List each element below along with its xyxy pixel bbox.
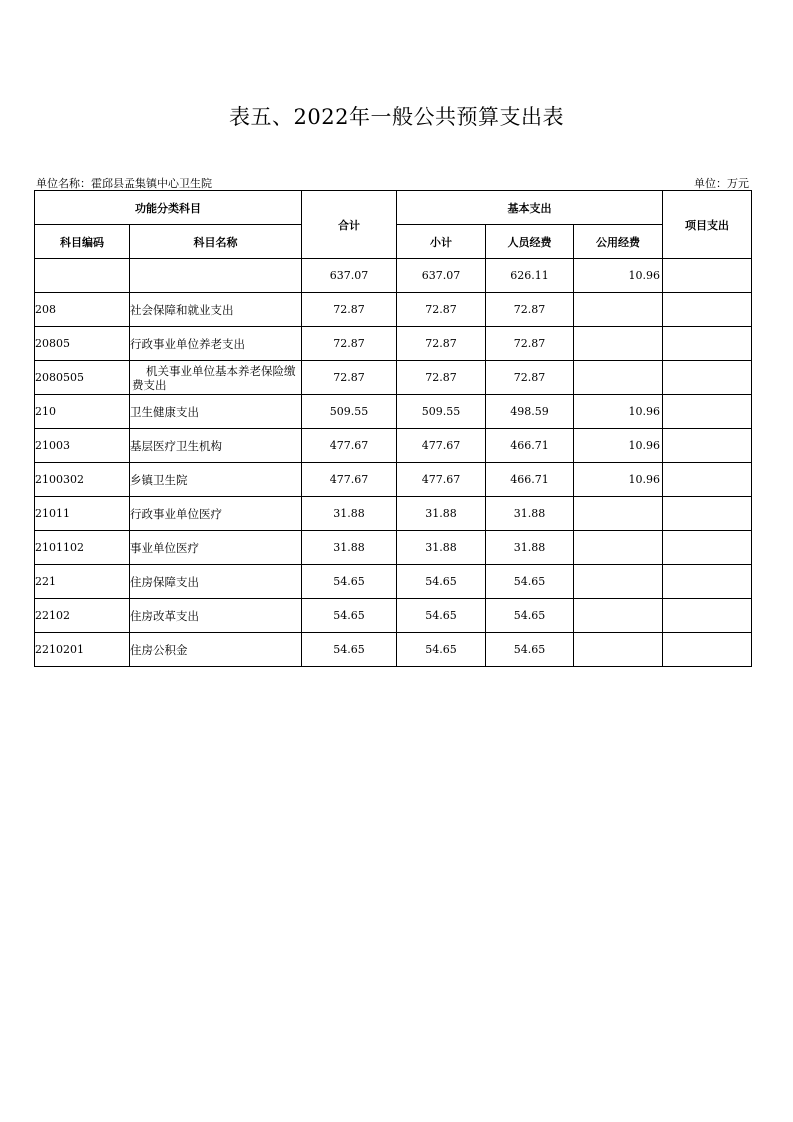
cell-public [574,599,663,633]
cell-subtotal: 72.87 [397,361,486,395]
cell-name [130,361,302,395]
cell-name [130,259,302,293]
cell-code: 221 [35,565,130,599]
cell-name: 事业单位医疗 [130,531,302,565]
cell-subtotal: 54.65 [397,633,486,667]
cell-personnel: 72.87 [486,361,574,395]
cell-project [663,531,752,565]
cell-name-text: 机关事业单位基本养老保险缴费支出 [132,363,296,392]
unit-measure-label: 单位：万元 [694,177,749,190]
budget-table [34,190,752,667]
cell-public [574,497,663,531]
cell-code: 210 [35,395,130,429]
table-row [35,497,752,531]
table-row [35,395,752,429]
cell-total: 54.65 [302,633,397,667]
table-row [35,531,752,565]
table-row [35,293,752,327]
cell-project [663,293,752,327]
cell-project [663,361,752,395]
cell-code: 22102 [35,599,130,633]
unit-name-label: 单位名称：霍邱县孟集镇中心卫生院 [36,177,212,190]
cell-personnel: 31.88 [486,531,574,565]
header-project: 项目支出 [663,191,752,259]
cell-subtotal: 509.55 [397,395,486,429]
cell-personnel: 54.65 [486,599,574,633]
cell-total: 637.07 [302,259,397,293]
cell-subtotal: 637.07 [397,259,486,293]
cell-subtotal: 477.67 [397,463,486,497]
cell-total: 477.67 [302,429,397,463]
cell-public [574,531,663,565]
table-row [35,429,752,463]
cell-public [574,361,663,395]
cell-total: 72.87 [302,361,397,395]
cell-public: 10.96 [574,429,663,463]
header-basic: 基本支出 [397,191,663,225]
header-public: 公用经费 [574,225,663,259]
cell-project [663,327,752,361]
cell-personnel: 626.11 [486,259,574,293]
cell-name: 社会保障和就业支出 [130,293,302,327]
cell-total: 54.65 [302,565,397,599]
page-title: 表五、2022年一般公共预算支出表 [229,105,564,129]
cell-name: 住房保障支出 [130,565,302,599]
cell-code: 2210201 [35,633,130,667]
cell-subtotal: 31.88 [397,531,486,565]
cell-code: 20805 [35,327,130,361]
cell-code: 208 [35,293,130,327]
cell-personnel: 31.88 [486,497,574,531]
table-row [35,463,752,497]
cell-total: 72.87 [302,293,397,327]
cell-personnel: 54.65 [486,565,574,599]
cell-name: 基层医疗卫生机构 [130,429,302,463]
cell-public [574,633,663,667]
cell-code: 2101102 [35,531,130,565]
cell-project [663,497,752,531]
table-row [35,327,752,361]
cell-code [35,259,130,293]
cell-subtotal: 54.65 [397,599,486,633]
header-subtotal: 小计 [397,225,486,259]
cell-personnel: 498.59 [486,395,574,429]
cell-total: 31.88 [302,497,397,531]
cell-subtotal: 477.67 [397,429,486,463]
header-functional-class: 功能分类科目 [35,191,302,225]
cell-personnel: 466.71 [486,429,574,463]
cell-personnel: 466.71 [486,463,574,497]
cell-subtotal: 72.87 [397,293,486,327]
header-personnel: 人员经费 [486,225,574,259]
table-row [35,599,752,633]
cell-public [574,327,663,361]
cell-project [663,633,752,667]
cell-code: 2100302 [35,463,130,497]
cell-personnel: 72.87 [486,327,574,361]
cell-total: 31.88 [302,531,397,565]
cell-project [663,395,752,429]
table-body [35,259,752,667]
cell-public [574,565,663,599]
cell-code: 2080505 [35,361,130,395]
cell-project [663,599,752,633]
cell-project [663,565,752,599]
cell-name: 行政事业单位养老支出 [130,327,302,361]
cell-name: 住房公积金 [130,633,302,667]
cell-code: 21011 [35,497,130,531]
cell-project [663,259,752,293]
cell-total: 72.87 [302,327,397,361]
cell-subtotal: 31.88 [397,497,486,531]
cell-name: 住房改革支出 [130,599,302,633]
header-name: 科目名称 [130,225,302,259]
cell-public: 10.96 [574,463,663,497]
cell-total: 509.55 [302,395,397,429]
header-code: 科目编码 [35,225,130,259]
cell-project [663,463,752,497]
cell-public: 10.96 [574,395,663,429]
table-row [35,565,752,599]
cell-project [663,429,752,463]
cell-personnel: 54.65 [486,633,574,667]
cell-total: 477.67 [302,463,397,497]
cell-total: 54.65 [302,599,397,633]
cell-subtotal: 54.65 [397,565,486,599]
table-row [35,361,752,395]
cell-code: 21003 [35,429,130,463]
header-total: 合计 [302,191,397,259]
table-row [35,633,752,667]
cell-personnel: 72.87 [486,293,574,327]
table-row [35,259,752,293]
cell-name: 乡镇卫生院 [130,463,302,497]
cell-public [574,293,663,327]
cell-subtotal: 72.87 [397,327,486,361]
cell-name: 行政事业单位医疗 [130,497,302,531]
cell-public: 10.96 [574,259,663,293]
cell-name: 卫生健康支出 [130,395,302,429]
